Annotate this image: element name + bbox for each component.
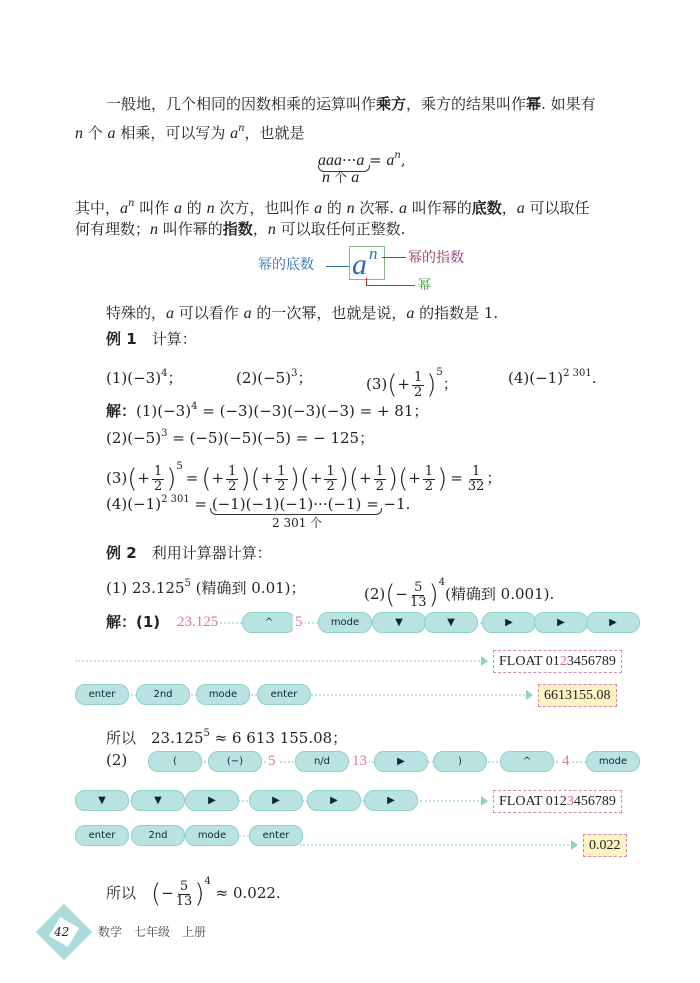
text-segment: . 如果有 — [541, 95, 596, 113]
text-segment: 2 301 — [161, 494, 190, 505]
display-text: 456789 — [573, 794, 616, 809]
paren: ( — [385, 580, 396, 610]
power-leader-line — [366, 278, 415, 286]
book-title: 数学 七年级 上册 — [98, 925, 207, 939]
text-segment: a — [314, 200, 323, 217]
denominator: 2 — [424, 478, 434, 494]
example-2-title: 例 2 — [106, 544, 137, 562]
text-segment: n — [322, 169, 330, 186]
factor — [466, 463, 487, 494]
sign: + — [359, 469, 372, 487]
sign: + — [397, 375, 410, 393]
ex2-q1 — [106, 574, 306, 598]
denominator: 13 — [409, 594, 427, 610]
display-text: 2 — [559, 654, 567, 669]
numerator: 5 — [179, 878, 189, 894]
ex1-q3 — [366, 358, 458, 400]
text-segment: 的 — [322, 199, 347, 217]
page-number: 42 — [54, 925, 70, 939]
so-label: 所以 — [106, 884, 137, 902]
denominator: 32 — [467, 478, 485, 494]
solution-4-product: (−1)(−1)(−1)···(−1) — [211, 495, 362, 513]
factor — [201, 463, 251, 494]
text-segment: 何有理数； — [75, 220, 151, 238]
typed-number: 23.125 — [177, 614, 219, 630]
ex1-solution-2 — [106, 424, 374, 448]
example-1-desc: 计算： — [151, 330, 197, 348]
calculator-key-caret[interactable]: ^ — [242, 612, 296, 633]
text-segment: a — [166, 305, 175, 322]
text-segment: 一般地，几个相同的因数相乘的运算叫作 — [106, 95, 377, 113]
text-segment: 的指数是 1. — [414, 304, 499, 322]
example-1-title: 例 1 — [106, 330, 137, 348]
denominator: 2 — [375, 478, 384, 494]
text-segment: n — [346, 200, 355, 217]
text-segment: n — [394, 150, 401, 161]
connector-line — [420, 800, 483, 802]
text-segment: ，乘方的结果叫作 — [406, 95, 527, 113]
ex1-q2 — [236, 364, 312, 388]
example-2-desc: 利用计算器计算： — [151, 544, 272, 562]
connector-line — [75, 660, 483, 662]
text-segment: 所以 23.125 — [106, 729, 204, 747]
text-segment: 的 — [182, 199, 207, 217]
text-segment: (2)(−5) — [236, 369, 292, 387]
calculator-key-right[interactable]: ▶ — [185, 790, 239, 811]
paragraph-definition — [106, 94, 596, 114]
text-segment: ， — [252, 220, 268, 238]
text-segment: (4)(−1) — [106, 495, 162, 513]
paren: ( — [127, 464, 138, 494]
typed-number: 4 — [562, 753, 570, 769]
text-segment: a — [516, 200, 525, 217]
solution-4-result: = −1. — [366, 495, 411, 513]
calculator-key-down[interactable]: ▼ — [75, 790, 129, 811]
calculator-key-right[interactable]: ▶ — [534, 612, 588, 633]
base-leader-line — [326, 266, 350, 267]
text-segment: n — [206, 200, 215, 217]
denominator: 13 — [175, 893, 193, 909]
ex2-conclusion-1 — [106, 724, 347, 748]
text-segment: 底数 — [471, 199, 502, 217]
ex2-q2 — [364, 568, 554, 610]
label: (3) — [366, 375, 388, 393]
text-segment: 2 301 — [563, 368, 592, 379]
paren: ) — [289, 464, 300, 494]
numerator: 1 — [228, 463, 237, 479]
text-segment: 其中， — [75, 199, 121, 217]
base-symbol: a — [352, 248, 367, 281]
text-segment: (1)(−3) — [106, 369, 162, 387]
sign: + — [309, 469, 323, 487]
label: (3) — [106, 469, 128, 487]
paren: ( — [250, 464, 261, 494]
fraction — [423, 465, 435, 494]
paragraph-terms-cont — [75, 219, 405, 240]
text-segment: 相乘，可以写为 — [115, 124, 231, 142]
text-segment: (4)(−1) — [508, 369, 564, 387]
paren: ) — [166, 464, 177, 494]
display-text: FLOAT 012 — [499, 794, 567, 809]
calculator-key-right[interactable]: ▶ — [482, 612, 536, 633]
exponent-symbol: n — [369, 244, 378, 263]
exponent-label: 幂的指数 — [408, 250, 464, 266]
calculator-key-enter[interactable]: enter — [249, 825, 303, 846]
paragraph-first-power — [106, 303, 498, 324]
text-segment: n — [128, 198, 135, 209]
calculator-key-mode[interactable]: mode — [196, 684, 250, 705]
ex2-conclusion-2 — [106, 867, 281, 909]
fraction — [412, 371, 424, 400]
text-segment: = — [364, 151, 387, 169]
calculator-key-right[interactable]: ▶ — [364, 790, 418, 811]
text-segment: , — [400, 151, 406, 169]
text-segment: 的一次幂，也就是说， — [251, 304, 407, 322]
numerator: 1 — [375, 463, 384, 479]
numerator: 1 — [153, 463, 163, 479]
text-segment: ≈ 6 613 155.08； — [209, 729, 348, 747]
numerator: 5 — [414, 579, 423, 595]
paren: ) — [338, 464, 349, 494]
paragraph-definition-cont — [75, 119, 305, 144]
connector-line — [300, 694, 528, 696]
ex1-solution-1 — [106, 397, 428, 421]
text-segment: ， — [501, 199, 517, 217]
text-segment: 指数 — [222, 220, 253, 238]
text-segment: a — [398, 200, 407, 217]
result-display: 6613155.08 — [538, 684, 617, 707]
equals: = — [185, 469, 199, 487]
denominator: 2 — [326, 478, 335, 494]
result: ≈ 0.022. — [215, 884, 281, 902]
text-segment: = (−3)(−3)(−3)(−3) = + 81； — [197, 402, 429, 420]
paren: ) — [194, 879, 205, 909]
text-segment: n — [150, 221, 159, 238]
denominator: 2 — [413, 384, 423, 400]
text-segment: 3 — [161, 428, 168, 439]
calculator-key-down[interactable]: ▼ — [372, 612, 426, 633]
text-segment: a — [107, 125, 116, 142]
paren: ) — [240, 464, 251, 494]
solution-label: 解： — [106, 402, 137, 420]
text-segment: 幂 — [526, 95, 542, 113]
solution-1-text — [136, 402, 428, 420]
denominator: 2 — [153, 478, 163, 494]
paren: ) — [437, 464, 448, 494]
paren: ( — [387, 370, 398, 400]
numerator: 1 — [326, 463, 335, 479]
text-segment: = (−5)(−5)(−5) = − 125； — [167, 429, 375, 447]
calculator-key-caret[interactable]: ^ — [500, 751, 554, 772]
ex2-solution-label: 解：(1) — [106, 613, 161, 631]
underbrace-label: 2 301 个 — [272, 516, 323, 530]
arrow-icon — [571, 840, 578, 850]
numerator: 1 — [277, 463, 286, 479]
factor — [127, 463, 177, 494]
equals: = — [450, 469, 463, 487]
display-text: 3456789 — [566, 654, 616, 669]
calculator-key-right[interactable]: ▶ — [307, 790, 361, 811]
text-segment: 叫作幂的 — [406, 199, 472, 217]
example-2-heading — [106, 543, 272, 563]
calculator-key-right[interactable]: ▶ — [249, 790, 303, 811]
text-segment: a — [243, 305, 252, 322]
text-segment: 5 — [203, 728, 210, 739]
ex1-q1 — [106, 364, 182, 388]
calculator-key-down[interactable]: ▼ — [424, 612, 478, 633]
text-segment: 3 — [291, 368, 298, 379]
text-segment: ； — [167, 369, 183, 387]
sign: + — [211, 469, 225, 487]
float-display — [493, 650, 622, 673]
text-segment: a — [386, 152, 395, 169]
calculator-key-2nd[interactable]: 2nd — [136, 684, 190, 705]
fraction — [468, 465, 485, 494]
text-segment: 特殊的， — [106, 304, 167, 322]
text-segment: 5 — [184, 578, 191, 589]
text-segment: (1) 23.125 — [106, 579, 185, 597]
text-segment: 次方，也叫作 — [214, 199, 315, 217]
exponent: 5 — [176, 461, 183, 472]
paren: ) — [426, 370, 437, 400]
text-segment: a — [356, 152, 365, 169]
ex1-solution-3 — [106, 452, 501, 494]
text-segment: 4 — [191, 401, 198, 412]
calculator-key-enter[interactable]: enter — [75, 825, 129, 846]
calculator-key-right[interactable]: ▶ — [374, 751, 428, 772]
calculator-key-rparen[interactable]: ) — [433, 751, 487, 772]
paren: ( — [201, 464, 212, 494]
arrow-icon — [481, 656, 488, 666]
precision-note: (精确到 0.001). — [445, 585, 555, 603]
numerator: 1 — [471, 463, 481, 479]
calculator-key-negative[interactable]: (−) — [208, 751, 262, 772]
factor — [398, 463, 448, 494]
paren: ( — [348, 464, 360, 494]
exponent: 4 — [204, 876, 211, 887]
power-label: 幂 — [418, 278, 432, 293]
sign: + — [260, 469, 274, 487]
text-segment: a — [174, 200, 183, 217]
punct: ； — [486, 469, 502, 487]
denominator: 2 — [277, 478, 286, 494]
exponent: 4 — [438, 577, 446, 588]
calculator-key-mode[interactable]: mode — [586, 751, 640, 772]
fraction — [410, 581, 427, 610]
text-segment: 可以取任 — [524, 199, 590, 217]
text-segment: 叫作 — [134, 199, 175, 217]
text-segment: a — [351, 169, 360, 186]
text-segment: (精确到 0.01)； — [190, 579, 306, 597]
calculator-key-mode[interactable]: mode — [185, 825, 239, 846]
exponent-leader-line — [382, 257, 406, 258]
calculator-key-lparen[interactable]: ( — [148, 751, 202, 772]
text-segment: (2)(−5) — [106, 429, 162, 447]
display-text: 3 — [566, 794, 574, 809]
text-segment: 个 — [330, 171, 352, 186]
denominator: 2 — [228, 478, 237, 494]
text-segment: a — [230, 125, 239, 142]
numerator: 1 — [424, 463, 434, 479]
text-segment: 次幂. — [354, 199, 399, 217]
text-segment: 乘方 — [376, 95, 407, 113]
text-segment: n — [267, 221, 276, 238]
fraction — [176, 880, 193, 909]
result-display: 0.022 — [583, 834, 627, 857]
calculator-key-fraction[interactable]: n/d — [295, 751, 349, 772]
arrow-icon — [481, 796, 488, 806]
text-segment: 可以看作 — [174, 304, 244, 322]
text-segment: 个 — [83, 124, 108, 142]
text-segment: = — [189, 495, 212, 513]
text-segment: ··· — [342, 151, 357, 169]
punct: ； — [442, 375, 458, 393]
typed-number: 13 — [352, 753, 367, 769]
calculator-key-right[interactable]: ▶ — [586, 612, 640, 633]
label: (2) — [364, 585, 386, 603]
exponent: 5 — [436, 367, 443, 378]
text-segment: 叫作幂的 — [158, 220, 223, 238]
sign: + — [137, 469, 150, 487]
paren: ( — [299, 464, 310, 494]
ex2-part-2-label: (2) — [106, 751, 128, 769]
typed-number: 5 — [295, 614, 303, 630]
text-segment: 4 — [161, 368, 168, 379]
text-segment: a — [120, 200, 129, 217]
calculator-key-mode[interactable]: mode — [318, 612, 372, 633]
solution-4-lhs — [106, 495, 212, 513]
paren: ) — [387, 464, 399, 494]
text-segment: ； — [297, 369, 313, 387]
calculator-key-down[interactable]: ▼ — [131, 790, 185, 811]
float-display — [493, 790, 622, 813]
sign: + — [408, 469, 421, 487]
paren: ) — [428, 580, 439, 610]
typed-number: 5 — [268, 753, 276, 769]
text-segment: ，也就是 — [244, 124, 305, 142]
sign: − — [395, 585, 408, 603]
underbrace-label — [322, 168, 359, 189]
paren: ( — [398, 464, 409, 494]
connector-line — [300, 844, 573, 846]
text-segment: . — [591, 369, 597, 387]
factor — [250, 463, 300, 494]
calculator-key-enter[interactable]: enter — [257, 684, 311, 705]
base-label: 幂的底数 — [258, 257, 314, 273]
text-segment: a — [406, 305, 415, 322]
paragraph-terms — [75, 194, 590, 219]
factor — [299, 463, 349, 494]
text-segment: n — [75, 125, 83, 142]
text-segment: 可以取任何正整数. — [275, 220, 406, 238]
paren: ( — [151, 879, 162, 909]
factor — [348, 463, 399, 494]
sign: − — [161, 884, 174, 902]
text-segment: aaa — [318, 152, 342, 169]
calculator-key-2nd[interactable]: 2nd — [131, 825, 185, 846]
text-segment: (1)(−3) — [136, 402, 192, 420]
example-1-heading — [106, 329, 197, 349]
arrow-icon — [526, 690, 533, 700]
calculator-key-enter[interactable]: enter — [75, 684, 129, 705]
numerator: 1 — [413, 369, 423, 385]
text-segment: n — [238, 123, 245, 134]
ex1-q4 — [508, 364, 597, 388]
display-text: FLOAT 01 — [499, 654, 560, 669]
